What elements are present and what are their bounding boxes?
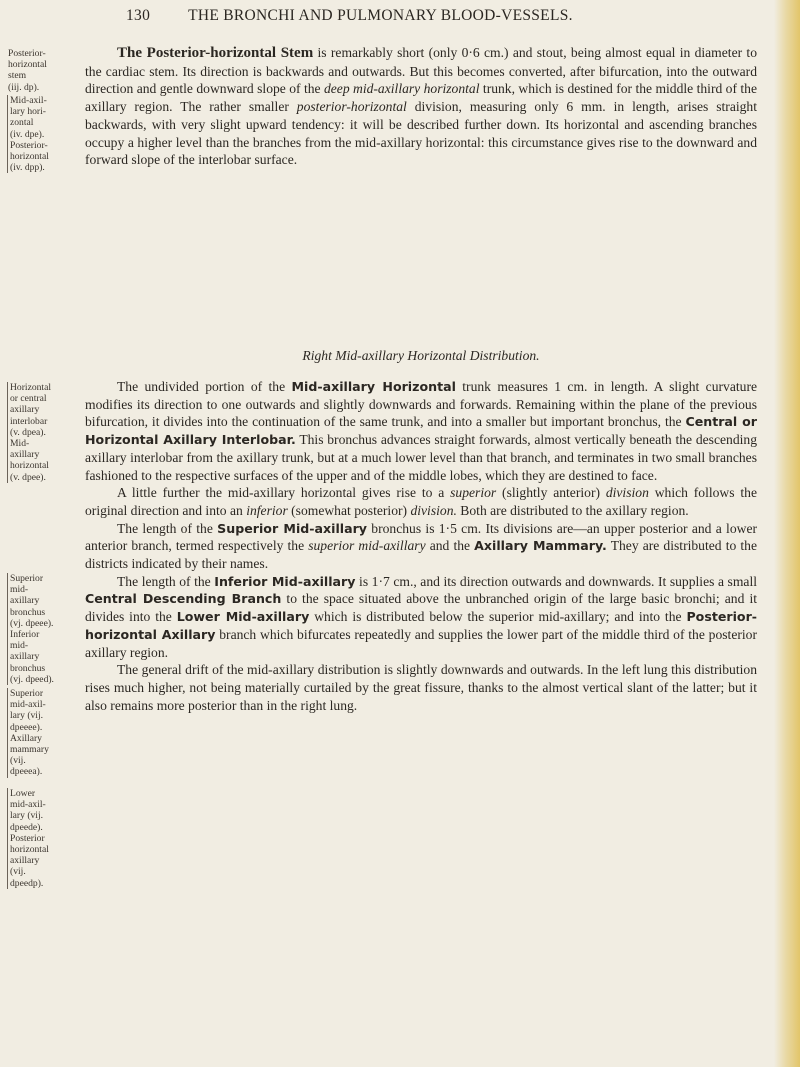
text-run: A little further the mid-axillary horizontal gives rise to a: [117, 485, 451, 501]
margin-note-axillary-mammary: [7, 688, 80, 778]
margin-note-line: Posterior-: [10, 139, 48, 151]
page-number: 130: [126, 7, 151, 24]
margin-note-line: or central: [10, 393, 47, 405]
margin-note-line: (iv. dpp).: [10, 162, 45, 174]
margin-note-line: axillary: [10, 595, 40, 607]
body-paragraph-4: [85, 520, 757, 573]
heading-inferior-mid-axillary: Inferior Mid-axillary: [214, 573, 356, 589]
italic-term: superior: [450, 485, 497, 501]
margin-note-horizontal-interlobar: [7, 382, 80, 483]
margin-note-line: Horizontal: [10, 382, 52, 393]
body-main: [85, 378, 757, 714]
italic-term: division.: [410, 502, 457, 518]
margin-note-mid-axillary-horizontal: [7, 95, 80, 173]
section-title: Right Mid-axillary Horizontal Distribution.: [302, 348, 540, 363]
text-run: which is distributed below the superior mid-axillary; and into the: [309, 609, 687, 625]
margin-note-line: Posterior: [10, 832, 45, 844]
text-run: division, measuring only 6 mm. in length, arises straight backwards, with very slight upward tendency: it will be described further down. Its horizontal and ascending branches occupy a higher level than the branches from the mid-axillary horizontal: this circumstance gives rise to the downward and forward slope of the interlobar surface.: [85, 99, 758, 168]
heading-axillary-mammary: Axillary Mammary.: [474, 538, 607, 554]
margin-note-line: axillary: [10, 449, 40, 461]
text-run: The length of the: [117, 520, 218, 536]
margin-note-line: dpeeea).: [10, 766, 43, 778]
margin-note-line: lary (vij.: [10, 810, 44, 822]
margin-note-line: bronchus: [10, 662, 46, 674]
margin-note-line: Superior: [10, 688, 44, 699]
body-paragraph-3: [85, 484, 757, 519]
margin-note-line: Posterior-: [8, 48, 46, 59]
margin-note-line: Superior: [10, 573, 44, 584]
body-paragraph-6: [85, 661, 757, 714]
text-run: which follows the original direction and into an: [85, 485, 757, 518]
margin-note-line: mammary: [10, 744, 49, 756]
margin-note-line: interlobar: [10, 415, 48, 427]
heading-posterior-horizontal-axillary: Posterior-horizontal Axillary: [85, 609, 758, 642]
body-paragraph-1: [85, 44, 757, 169]
heading-central-descending-branch: Central Descending Branch: [85, 591, 282, 607]
margin-note-line: Mid-: [10, 438, 30, 450]
heading-central-horizontal-axillary-interlobar: Central or Horizontal Axillary Interlobar.: [85, 414, 757, 448]
margin-note-line: dpeeee).: [10, 721, 43, 733]
running-head: [126, 7, 766, 25]
text-run: trunk, which is destined for the middle third of the axillary region. The rather smaller: [85, 81, 757, 115]
margin-note-line: mid-axil-: [10, 699, 46, 711]
margin-note-superior-inferior-mid-axillary: [7, 573, 80, 685]
italic-term: posterior-horizontal: [296, 99, 407, 115]
margin-note-line: Mid-axil-: [10, 95, 47, 106]
text-run: and the: [425, 538, 475, 554]
margin-note-line: horizontal: [10, 460, 49, 472]
margin-note-line: (vj. dpeed).: [10, 673, 54, 685]
margin-note-line: (iij. dp).: [8, 81, 40, 93]
margin-note-line: bronchus: [10, 606, 46, 618]
text-run: to the space situated above the unbranched origin of the large basic bronchi; and it divides into the: [85, 591, 757, 625]
margin-note-line: axillary: [10, 404, 40, 416]
text-run: is 1·7 cm., and its direction outwards and downwards. It supplies a small: [355, 573, 758, 589]
margin-note-line: dpeede).: [10, 821, 43, 833]
margin-note-line: axillary: [10, 651, 40, 663]
margin-note-line: Lower: [10, 788, 36, 799]
margin-note-line: mid-axil-: [10, 799, 46, 811]
margin-note-line: mid-: [10, 640, 29, 652]
text-run: This bronchus advances straight forwards, almost vertically beneath the descending axillary interlobar from the axillary trunk, but at a much lower level than that branch, and terminates in two small branches fashioned to the respective surfaces of the upper and of the middle lobes, which they are destined to face.: [85, 432, 757, 483]
margin-note-line: axillary: [10, 855, 40, 867]
text-run: The general drift of the mid-axillary distribution is slightly downwards and outwards. In the left lung this distribution rises much higher, not being materially curtailed by the great fissure, thanks to the almost vertical slant of the latter; but it also remains more posterior than in the right lung.: [85, 662, 757, 713]
italic-term: inferior: [246, 502, 288, 518]
heading-posterior-horizontal-stem: The Posterior-horizontal Stem: [117, 45, 314, 61]
margin-note-line: (vj. dpeee).: [10, 617, 54, 629]
running-title: THE BRONCHI AND PULMONARY BLOOD-VESSELS.: [188, 7, 573, 24]
margin-note-line: horizontal: [8, 59, 47, 71]
italic-term: division: [605, 485, 649, 501]
margin-note-line: Inferior: [10, 629, 40, 641]
margin-note-line: (v. dpea).: [10, 426, 46, 438]
margin-note-line: stem: [8, 70, 27, 82]
text-run: bronchus is 1·5 cm. Its divisions are—an upper posterior and a lower anterior branch, termed respectively the: [85, 520, 758, 554]
text-run: Both are distributed to the axillary region.: [456, 502, 689, 518]
margin-note-posterior-horizontal-stem: [8, 48, 78, 93]
margin-note-lower-mid-axillary: [7, 788, 80, 889]
margin-note-line: (iv. dpe).: [10, 128, 45, 140]
heading-superior-mid-axillary: Superior Mid-axillary: [217, 520, 368, 536]
heading-lower-mid-axillary: Lower Mid-axillary: [176, 609, 310, 625]
text-run: branch which bifurcates repeatedly and supplies the lower part of the middle third of the posterior axillary region.: [85, 626, 757, 660]
text-run: The length of the: [117, 573, 215, 589]
margin-note-line: (vij.: [10, 866, 26, 878]
text-run: The undivided portion of the: [117, 379, 292, 394]
heading-mid-axillary-horizontal: Mid-axillary Horizontal: [291, 379, 456, 394]
text-run: is remarkably short (only 0·6 cm.) and stout, being almost equal in diameter to the cardiac stem. Its direction is backwards and outwards. But this becomes converted, after bifurcation, into the outward direction and gentle downward slope of the: [85, 45, 758, 97]
body-paragraph-5: [85, 573, 757, 662]
italic-term: superior mid-axillary: [308, 538, 426, 554]
margin-note-line: zontal: [10, 117, 34, 129]
margin-note-line: horizontal: [10, 844, 49, 856]
text-run: (somewhat posterior): [287, 502, 411, 518]
margin-note-line: horizontal: [10, 151, 49, 163]
text-run: (slightly anterior): [496, 485, 606, 501]
italic-term: deep mid-axillary horizontal: [323, 81, 480, 97]
margin-note-line: (vij.: [10, 755, 26, 767]
margin-note-line: lary (vij.: [10, 710, 44, 722]
text-run: trunk measures 1 cm. in length. A slight curvature modifies its direction to one outwards and slightly downwards and forwards. Remaining within the plane of the previous bifurcation, it divides into the continuation of the same trunk, and into a smaller but important bronchus, the: [85, 379, 758, 430]
body-paragraph-2: [85, 378, 757, 484]
margin-note-line: mid-: [10, 584, 29, 596]
text-run: They are distributed to the districts indicated by their names.: [85, 538, 757, 572]
margin-note-line: dpeedp).: [10, 877, 44, 889]
margin-note-line: lary hori-: [10, 106, 46, 118]
margin-note-line: Axillary: [10, 732, 42, 744]
page-edge-shading: [774, 0, 800, 1067]
margin-note-line: (v. dpee).: [10, 471, 46, 483]
